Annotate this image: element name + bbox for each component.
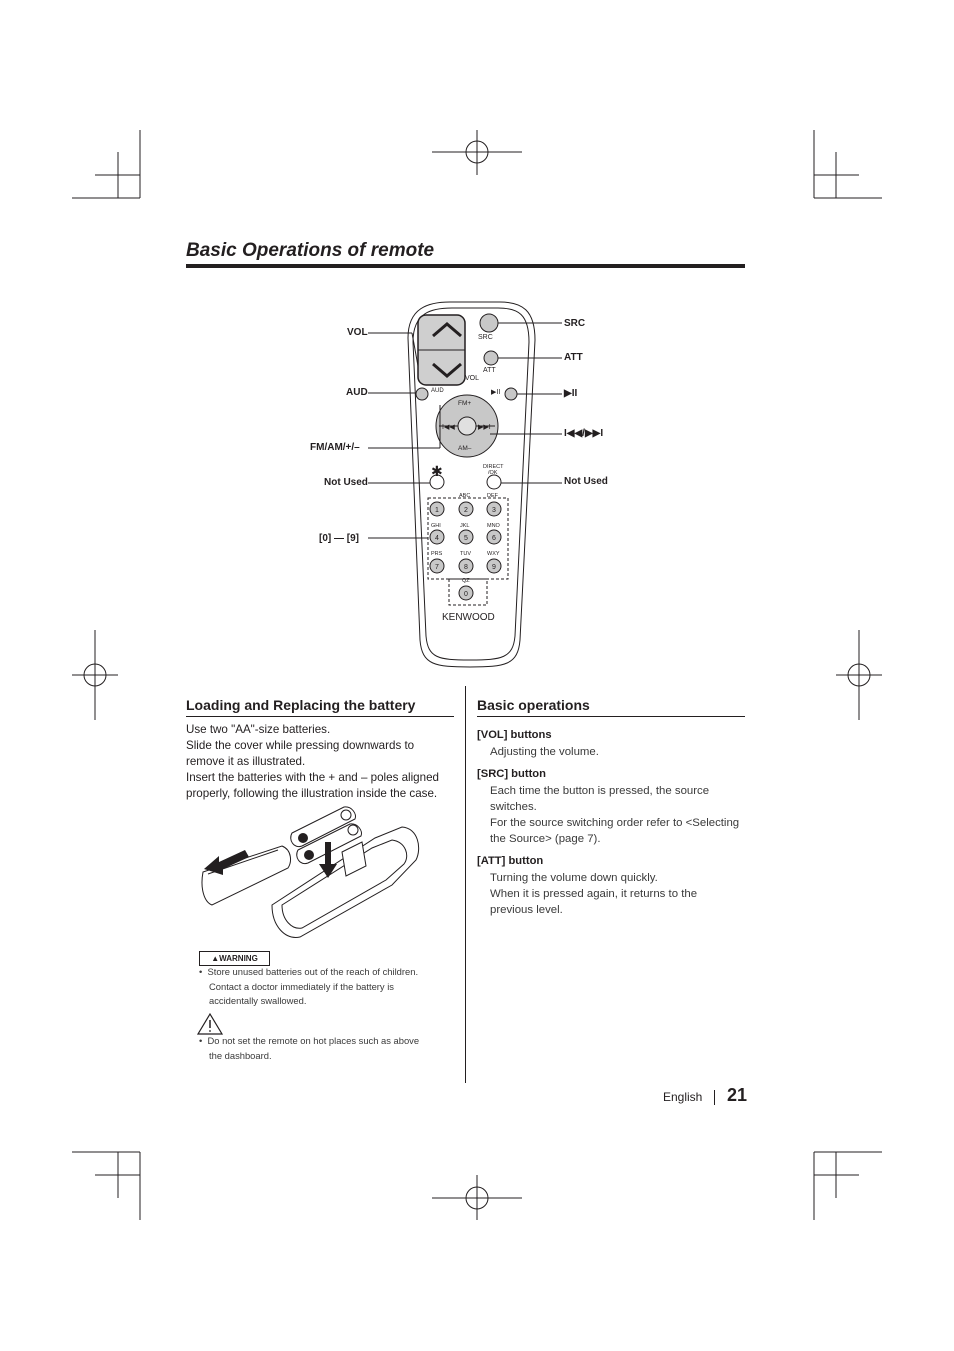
loading-heading: Loading and Replacing the battery — [186, 697, 416, 713]
remote-key-label-jkl: JKL — [460, 523, 470, 529]
remote-key-7: 7 — [435, 564, 439, 571]
src-desc — [490, 783, 752, 847]
remote-key-3: 3 — [492, 507, 496, 514]
remote-key-2: 2 — [464, 507, 468, 514]
vol-title: [VOL] buttons — [477, 729, 552, 741]
callout-track: I◀◀/▶▶I — [564, 428, 604, 439]
callout-not-used-left: Not Used — [324, 477, 368, 488]
src-title: [SRC] button — [477, 768, 546, 780]
remote-am-minus-label: AM– — [458, 445, 472, 452]
src-line: switches. — [490, 801, 537, 813]
src-line: For the source switching order refer to <Selecting — [490, 817, 740, 829]
page-number: 21 — [727, 1085, 748, 1105]
remote-key-0: 0 — [464, 591, 468, 598]
warning-line: Contact a doctor immediately if the battery is — [209, 980, 394, 992]
remote-att-label: ATT — [483, 367, 496, 374]
remote-key-5: 5 — [464, 535, 468, 542]
remote-play-pause-icon: ▶II — [491, 389, 501, 396]
page-title: Basic Operations of remote — [186, 240, 435, 261]
callout-aud: AUD — [346, 387, 368, 398]
att-line: Turning the volume down quickly. — [490, 872, 658, 884]
callout-att: ATT — [564, 352, 583, 363]
remote-key-label-wxy: WXY — [487, 551, 500, 557]
loading-line: Use two "AA"-size batteries. — [186, 723, 331, 736]
callout-vol: VOL — [347, 327, 368, 338]
callout-digits: [0] — [9] — [319, 533, 359, 544]
remote-vol-label: VOL — [465, 375, 480, 382]
loading-line: remove it as illustrated. — [186, 755, 306, 768]
remote-aud-label: AUD — [431, 388, 444, 394]
remote-key-label-ghi: GHI — [431, 523, 441, 529]
att-line: previous level. — [490, 904, 563, 916]
caution-line: Do not set the remote on hot places such as above — [207, 1035, 420, 1046]
att-desc — [490, 870, 752, 918]
remote-key-label-prs: PRS — [431, 551, 443, 557]
footer-language: English — [663, 1090, 703, 1104]
caution-note — [199, 1034, 459, 1063]
callout-fm-am: FM/AM/+/– — [310, 442, 360, 453]
basic-rule — [477, 716, 745, 717]
att-title: [ATT] button — [477, 855, 544, 867]
att-line: When it is pressed again, it returns to the — [490, 888, 698, 900]
callout-not-used-right: Not Used — [564, 476, 608, 487]
warning-badge-label: WARNING — [219, 954, 258, 963]
loading-line: Slide the cover while pressing downwards to — [186, 739, 415, 752]
remote-key-label-tuv: TUV — [460, 551, 471, 557]
remote-key-6: 6 — [492, 535, 496, 542]
remote-ok-label: /OK — [488, 470, 498, 476]
remote-key-label-def: DEF — [487, 493, 498, 499]
loading-line: properly, following the illustration inside the case. — [186, 787, 438, 800]
remote-key-9: 9 — [492, 564, 496, 571]
callout-play-pause: ▶II — [564, 388, 578, 399]
column-divider — [465, 686, 466, 1083]
remote-asterisk-icon: ✱ — [431, 463, 443, 479]
loading-line: Insert the batteries with the + and – poles aligned — [186, 771, 439, 784]
src-line: Each time the button is pressed, the source — [490, 785, 710, 797]
remote-key-label-qz: QZ — [462, 578, 470, 584]
footer-divider — [714, 1090, 715, 1105]
remote-key-4: 4 — [435, 535, 439, 542]
remote-prev-icon: I◀◀ — [442, 424, 455, 431]
vol-desc — [490, 744, 752, 760]
callout-src: SRC — [564, 318, 586, 329]
bullet-icon: • — [199, 966, 208, 977]
warning-triangle-icon: ▲ — [211, 954, 220, 963]
remote-src-label: SRC — [478, 334, 493, 341]
warning-line: Store unused batteries out of the reach of children. — [207, 966, 419, 977]
caution-line: the dashboard. — [209, 1049, 272, 1061]
warning-line: accidentally swallowed. — [209, 995, 307, 1006]
remote-brand: KENWOOD — [442, 612, 495, 623]
remote-fm-plus-label: FM+ — [458, 400, 472, 407]
remote-key-label-mno: MNO — [487, 523, 500, 529]
basic-heading: Basic operations — [477, 697, 590, 713]
vol-line: Adjusting the volume. — [490, 746, 599, 758]
remote-key-label-abc: ABC — [459, 493, 471, 499]
remote-direct-label: DIRECT — [483, 464, 504, 470]
remote-key-8: 8 — [464, 564, 468, 571]
remote-key-1: 1 — [435, 507, 439, 514]
bullet-icon: • — [199, 1035, 208, 1046]
src-line: the Source> (page 7). — [490, 833, 601, 845]
remote-next-icon: ▶▶I — [478, 424, 491, 431]
